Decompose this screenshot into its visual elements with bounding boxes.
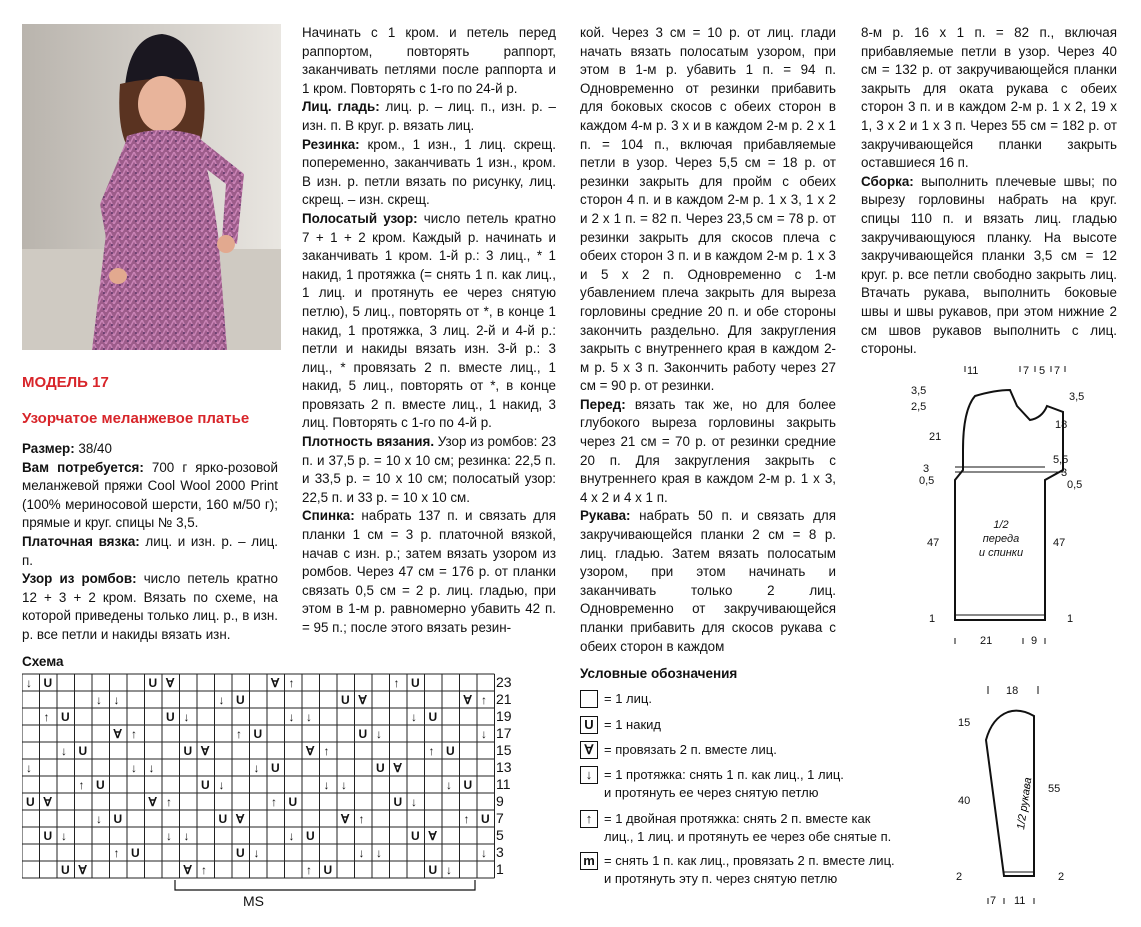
chart-stitch-symbol: U bbox=[78, 744, 88, 758]
p1-top-1: 7 bbox=[1023, 365, 1030, 377]
chart-stitch-symbol: U bbox=[288, 795, 298, 809]
chart-stitch-symbol: ↑ bbox=[43, 710, 50, 724]
chart-stitch-symbol: ↓ bbox=[288, 710, 295, 724]
chart-stitch-symbol: ∀ bbox=[306, 744, 315, 758]
chart-stitch-symbol: U bbox=[376, 761, 385, 775]
p1-right-0: 3,5 bbox=[1069, 391, 1085, 403]
column-2 bbox=[302, 24, 556, 638]
p2-left-1: 40 bbox=[958, 795, 971, 807]
chart-stitch-symbol: ↓ bbox=[323, 778, 330, 792]
model-number: МОДЕЛЬ 17 bbox=[22, 374, 109, 391]
chart-stitch-symbol: U bbox=[26, 795, 35, 809]
legend-text: = 1 лиц. bbox=[604, 691, 652, 706]
chart-row-number: 21 bbox=[496, 691, 512, 707]
chart-stitch-symbol: ↓ bbox=[481, 846, 487, 860]
p1-left-6: 1 bbox=[929, 613, 936, 625]
column-3 bbox=[580, 24, 836, 656]
front-label: Перед: bbox=[580, 396, 626, 412]
body-pattern-label-line: и спинки bbox=[978, 547, 1024, 559]
chart-stitch-symbol: U bbox=[131, 846, 140, 860]
chart-stitch-symbol: ∀ bbox=[463, 693, 472, 707]
rib-value: кром., 1 изн., 1 лиц. скрещ. попеременно, заканчивать 1 изн., кром. В изн. р. петли вязать по рисунку, лиц. скрещ. – изн. скрещ. bbox=[302, 136, 556, 208]
chart-stitch-symbol: ↓ bbox=[96, 812, 102, 826]
chart-stitch-symbol: ↓ bbox=[446, 778, 452, 792]
chart-row-number: 13 bbox=[496, 759, 512, 775]
p2-bottom-1: 11 bbox=[1014, 895, 1026, 907]
chart-stitch-symbol: U bbox=[236, 693, 245, 707]
p1-left-3: 3 bbox=[923, 463, 930, 475]
legend-symbol-icon: ↓ bbox=[580, 766, 598, 784]
chart-stitch-symbol: ∀ bbox=[201, 744, 210, 758]
materials-value: 700 г ярко-розовой меланжевой пряжи Cool Wool 2000 Print (100% мериносовой шерсти, 160 м/50 г); прямые и круг. спицы № 3,5. bbox=[22, 459, 278, 531]
chart-stitch-symbol: ↓ bbox=[218, 693, 225, 707]
p1-right-3: 3 bbox=[1061, 467, 1068, 479]
chart-stitch-symbol: ↑ bbox=[113, 846, 120, 860]
chart-row-number: 23 bbox=[496, 674, 512, 690]
column-1 bbox=[22, 440, 278, 645]
p1-top-2: 5 bbox=[1039, 365, 1046, 377]
chart-stitch-symbol: ∀ bbox=[236, 812, 245, 826]
chart-stitch-symbol: ∀ bbox=[183, 863, 192, 877]
chart-stitch-symbol: ↓ bbox=[61, 829, 67, 843]
body-pattern-label-line: 1/2 bbox=[993, 519, 1009, 531]
legend-item bbox=[580, 766, 844, 802]
sleeve-label: Рукава: bbox=[580, 508, 631, 524]
chart-stitch-symbol: ∀ bbox=[428, 829, 437, 843]
chart-stitch-symbol: U bbox=[306, 829, 315, 843]
chart-row-number: 7 bbox=[496, 810, 504, 826]
chart-stitch-symbol: ↑ bbox=[323, 744, 330, 758]
col2-intro: Начинать с 1 кром. и петель перед раппортом, повторять раппорт, заканчивать петлями после раппорта и 1 кром. Повторять с 1-го по 24-й р. bbox=[302, 25, 556, 96]
chart-stitch-symbol: ↓ bbox=[131, 761, 137, 775]
chart-stitch-symbol: ↑ bbox=[201, 863, 207, 877]
chart-stitch-symbol: ↓ bbox=[183, 829, 190, 843]
stockinette-value: лиц. р. – лиц. п., изн. р. – изн. п. В круг. р. вязать лиц. bbox=[302, 99, 556, 133]
chart-stitch-symbol: ↑ bbox=[358, 812, 365, 826]
stitch-chart bbox=[22, 672, 532, 912]
chart-stitch-symbol: U bbox=[393, 795, 403, 809]
chart-stitch-symbol: ↓ bbox=[166, 829, 172, 843]
chart-row-number: 19 bbox=[496, 708, 512, 724]
model-title: Узорчатое меланжевое платье bbox=[22, 410, 250, 427]
chart-stitch-symbol: U bbox=[218, 812, 228, 826]
chart-row-number: 1 bbox=[496, 861, 504, 877]
p1-top-0: 11 bbox=[967, 365, 979, 377]
stripe-value: число петель кратно 7 + 1 + 2 кром. Каждый р. начинать и заканчивать 1 кром. 1-й р.: 3 лиц., * 1 накид, 1 протяжка (= снять 1 п. как лиц., 1 лиц. и протянуть ее через снятую петлю), 5 лиц., повторять от *, в конце 1 накид, 1 протяжка, 3 лиц. 2-й и 4-й р.: петли и накиды вязать изн. 3-й р.: 3 лиц., * провязать 2 п. вместе лиц., 1 накид, 5 лиц., повторять от *, в конце провязать 2 п. вместе лиц., 1 накид, 3 лиц. Повторять с 1-го по 4-й р. bbox=[302, 210, 557, 431]
chart-stitch-symbol: ↓ bbox=[481, 727, 487, 741]
legend-text: = 1 двойная протяжка: снять 2 п. вместе как лиц., 1 лиц. и протянуть ее через обе снятые п. bbox=[604, 811, 892, 844]
chart-stitch-symbol: ↓ bbox=[446, 863, 452, 877]
legend-text: = провязать 2 п. вместе лиц. bbox=[604, 742, 777, 757]
diamond-value: число петель кратно 12 + 3 + 2 кром. Вязать по схеме, на которой приведены только лиц. р., в изн. р. все петли и накиды вязать изн. bbox=[22, 571, 278, 642]
chart-stitch-symbol: ↓ bbox=[113, 693, 120, 707]
chart-stitch-symbol: U bbox=[481, 812, 490, 826]
chart-row-number: 5 bbox=[496, 827, 504, 843]
chart-stitch-symbol: U bbox=[61, 863, 70, 877]
body-pattern-diagram bbox=[905, 360, 1105, 655]
size-label: Размер: bbox=[22, 441, 75, 456]
chart-stitch-symbol: U bbox=[236, 846, 245, 860]
front-value: вязать так же, но для более глубокого выреза горловины закрыть через 21 см = 70 р. от резинки средние 20 п. Для закругления закрыть с внутреннего края в каждом 2-м р. 1 х 3, 4 х 2 и 4 х 1 п. bbox=[580, 396, 836, 505]
sleeve-value: набрать 50 п. и связать для закручивающейся планки 2 см = 8 р. лиц. гладью. Затем вязать полосатым узором, при этом начинать и заканчивать только 2 лиц. Одновременно от закручивающейся планки прибавить для скосов рукава с обеих сторон в каждом bbox=[580, 508, 836, 654]
chart-stitch-symbol: ∀ bbox=[78, 863, 87, 877]
chart-stitch-symbol: U bbox=[323, 863, 333, 877]
chart-stitch-symbol: ↑ bbox=[288, 676, 295, 690]
chart-stitch-symbol: ↓ bbox=[96, 693, 102, 707]
chart-stitch-symbol: U bbox=[411, 676, 420, 690]
p1-left-2: 21 bbox=[929, 431, 942, 443]
col4-intro: 8-м р. 16 х 1 п. = 82 п., включая прибавляемые петли в узор. Через 40 см = 132 р. от закручивающейся планки закрыть для оката рукава с обеих сторон 3 п. и в каждом 2-м р. 1 х 2, 19 х 1, 3 х 2 и 1 х 3 п. Через 55 см = 182 р. от закручивающейся планки закрыть оставшиеся 16 п. bbox=[861, 25, 1117, 171]
legend-item bbox=[580, 852, 895, 888]
chart-stitch-symbol: ↓ bbox=[358, 846, 365, 860]
chart-stitch-symbol: U bbox=[148, 676, 158, 690]
stripe-label: Полосатый узор: bbox=[302, 210, 418, 226]
chart-stitch-symbol: ∀ bbox=[113, 727, 122, 741]
chart-stitch-symbol: U bbox=[61, 710, 70, 724]
legend-text: = снять 1 п. как лиц., провязать 2 п. вместе лиц. и протянуть эту п. через снятую петлю bbox=[604, 853, 895, 886]
assembly-value: выполнить плечевые швы; по вырезу горловины набрать на круг. спицы 110 п. и вязать лиц. гладью закручивающуюся планку. На высоте закручивающейся планки 3,5 см = 12 круг. р. все петли свободно закрыть лиц. Втачать рукава, выполнить боковые швы и швы рукавов, при этом нижние 2 см швов рукавов выполнить с лиц. стороны. bbox=[861, 173, 1117, 357]
p1-right-2: 5,5 bbox=[1053, 454, 1069, 466]
legend-item bbox=[580, 716, 661, 734]
chart-stitch-symbol: ↓ bbox=[26, 761, 32, 775]
back-value: набрать 137 п. и связать для планки 1 см = 3 р. платочной вязкой, начав с изн. р.; затем вязать узором из ромбов. Через 47 см = 176 р. от планки связать 0,5 см = 2 р. лиц. гладью, при этом в 1-м р. равномерно убавить 42 п. = 95 п.; после этого вязать резин- bbox=[302, 508, 556, 635]
gauge-label: Плотность вязания. bbox=[302, 434, 435, 450]
model-photo bbox=[22, 24, 281, 350]
legend-symbol-icon: m bbox=[580, 852, 598, 870]
p2-top: 18 bbox=[1006, 685, 1019, 697]
chart-stitch-symbol: ∀ bbox=[148, 795, 157, 809]
p1-left-0: 3,5 bbox=[911, 385, 927, 397]
legend-symbol-icon bbox=[580, 690, 598, 708]
chart-stitch-symbol: ∀ bbox=[271, 676, 280, 690]
chart-stitch-symbol: ↓ bbox=[148, 761, 155, 775]
p1-bottom-0: 21 bbox=[980, 635, 993, 647]
chart-stitch-symbol: U bbox=[201, 778, 210, 792]
chart-stitch-symbol: U bbox=[43, 676, 53, 690]
size-value: 38/40 bbox=[78, 441, 112, 456]
chart-stitch-symbol: ↓ bbox=[376, 727, 382, 741]
legend-item bbox=[580, 690, 652, 708]
chart-row-number: 11 bbox=[496, 776, 511, 792]
chart-stitch-symbol: ∀ bbox=[358, 693, 367, 707]
chart-stitch-symbol: U bbox=[428, 710, 438, 724]
chart-stitch-symbol: ↓ bbox=[341, 778, 347, 792]
chart-stitch-symbol: ↑ bbox=[306, 863, 312, 877]
col3-intro: кой. Через 3 см = 10 р. от лиц. глади начать вязать полосатым узором, при этом в 1-м р. убавить 1 п. = 94 п. Одновременно от резинки прибавить для боковых скосов с обеих сторон в каждом 4-м р. 3 х и в каждом 2-м р. 2 х 1 п. = 104 п., включая прибавляемые петли в узор. Через 5,5 см = 18 р. от резинки закрыть для пройм с обеих сторон 4 п. и в каждом 2-м р. 1 х 3, 1 х 2 и 2 х 1 п. = 82 п. Через 23,5 см = 78 р. от резинки закрыть для скосов плеча с обеих сторон 3 п. и в каждом 2-м р. 1 х 3 и 5 х 2 п. Одновременно с 1-м убавлением плеча закрыть для выреза горловины средние 20 п. и обе стороны закончить раздельно. Для закругления закрыть с внутреннего края в каждом 2-м р. 5 х 3 п. Закончить работу через 27 см = 90 р. от резинки. bbox=[580, 25, 836, 394]
schema-title: Схема bbox=[22, 654, 64, 669]
chart-stitch-symbol: ∀ bbox=[166, 676, 175, 690]
gauge-value: Узор из ромбов: 23 п. и 37,5 р. = 10 х 10 см; резинка: 22,5 п. и 33,5 р. = 10 х 10 см; полосатый узор: 22,5 п. и 33 р. = 10 х 10 см. bbox=[302, 434, 557, 505]
rib-label: Резинка: bbox=[302, 136, 360, 152]
legend-item bbox=[580, 810, 891, 846]
chart-stitch-symbol: ↓ bbox=[306, 710, 312, 724]
chart-stitch-symbol: U bbox=[183, 744, 193, 758]
chart-stitch-symbol: ↑ bbox=[131, 727, 137, 741]
assembly-label: Сборка: bbox=[861, 173, 914, 189]
chart-row-number: 9 bbox=[496, 793, 504, 809]
chart-stitch-symbol: ∀ bbox=[393, 761, 402, 775]
chart-stitch-symbol: ↑ bbox=[428, 744, 435, 758]
sleeve-pattern-diagram bbox=[950, 680, 1100, 910]
chart-stitch-symbol: ↑ bbox=[166, 795, 172, 809]
chart-stitch-symbol: ↑ bbox=[236, 727, 242, 741]
chart-stitch-symbol: ↓ bbox=[253, 846, 260, 860]
chart-stitch-symbol: ↑ bbox=[78, 778, 85, 792]
p2-bottom-0: 7 bbox=[990, 895, 997, 907]
chart-row-number: 3 bbox=[496, 844, 504, 860]
body-pattern-label-line: переда bbox=[982, 533, 1020, 545]
legend-item bbox=[580, 741, 777, 759]
chart-stitch-symbol: U bbox=[96, 778, 105, 792]
chart-stitch-symbol: U bbox=[341, 693, 350, 707]
chart-stitch-symbol: ↑ bbox=[271, 795, 277, 809]
p1-right-1: 18 bbox=[1055, 419, 1068, 431]
legend-text: = 1 протяжка: снять 1 п. как лиц., 1 лиц. и протянуть ее через снятую петлю bbox=[604, 767, 844, 800]
materials-label: Вам потребуется: bbox=[22, 459, 144, 475]
ms-label: MS bbox=[243, 893, 264, 909]
sleeve-pattern-label: 1/2 рукава bbox=[1015, 776, 1035, 831]
p2-left-0: 15 bbox=[958, 717, 971, 729]
diamond-label: Узор из ромбов: bbox=[22, 571, 137, 587]
chart-stitch-symbol: ↓ bbox=[288, 829, 295, 843]
p1-left-1: 2,5 bbox=[911, 401, 927, 413]
chart-stitch-symbol: ↓ bbox=[376, 846, 382, 860]
chart-stitch-symbol: U bbox=[271, 761, 280, 775]
chart-stitch-symbol: U bbox=[253, 727, 263, 741]
chart-stitch-symbol: ↓ bbox=[183, 710, 190, 724]
chart-stitch-symbol: ↓ bbox=[218, 778, 225, 792]
p1-left-5: 47 bbox=[927, 537, 940, 549]
p1-bottom-1: 9 bbox=[1031, 635, 1038, 647]
chart-stitch-symbol: ↓ bbox=[411, 710, 417, 724]
column-4 bbox=[861, 24, 1117, 359]
p1-right-6: 1 bbox=[1067, 613, 1074, 625]
chart-stitch-symbol: ↑ bbox=[463, 812, 470, 826]
garter-label: Платочная вязка: bbox=[22, 533, 140, 549]
p2-right-1: 2 bbox=[1058, 871, 1065, 883]
chart-stitch-symbol: ↑ bbox=[393, 676, 400, 690]
legend-symbol-icon: U bbox=[580, 716, 598, 734]
chart-stitch-symbol: U bbox=[463, 778, 473, 792]
chart-stitch-symbol: U bbox=[411, 829, 420, 843]
chart-row-number: 15 bbox=[496, 742, 512, 758]
chart-stitch-symbol: U bbox=[113, 812, 123, 826]
back-label: Спинка: bbox=[302, 508, 355, 524]
body-pattern-label bbox=[979, 519, 1023, 559]
p2-left-2: 2 bbox=[956, 871, 963, 883]
stockinette-label: Лиц. гладь: bbox=[302, 99, 380, 115]
p1-right-5: 47 bbox=[1053, 537, 1066, 549]
chart-stitch-symbol: U bbox=[428, 863, 438, 877]
chart-stitch-symbol: ↑ bbox=[481, 693, 487, 707]
chart-stitch-symbol: ↓ bbox=[411, 795, 417, 809]
chart-stitch-symbol: ↓ bbox=[26, 676, 32, 690]
p2-right-0: 55 bbox=[1048, 783, 1061, 795]
p1-right-4: 0,5 bbox=[1067, 479, 1083, 491]
legend-symbol-icon: ↑ bbox=[580, 810, 598, 828]
chart-row-number: 17 bbox=[496, 725, 512, 741]
chart-stitch-symbol: ↓ bbox=[61, 744, 67, 758]
chart-stitch-symbol: U bbox=[43, 829, 53, 843]
chart-stitch-symbol: ∀ bbox=[341, 812, 350, 826]
p1-top-3: 7 bbox=[1054, 365, 1061, 377]
p1-left-4: 0,5 bbox=[919, 475, 935, 487]
garter-value: лиц. и изн. р. – лиц. п. bbox=[22, 533, 278, 568]
chart-stitch-symbol: U bbox=[358, 727, 368, 741]
legend-title: Условные обозначения bbox=[580, 666, 738, 681]
legend-symbol-icon: ∀ bbox=[580, 741, 598, 759]
chart-stitch-symbol: ∀ bbox=[43, 795, 52, 809]
chart-stitch-symbol: ↓ bbox=[253, 761, 260, 775]
chart-stitch-symbol: U bbox=[446, 744, 455, 758]
legend-text: = 1 накид bbox=[604, 717, 661, 732]
chart-stitch-symbol: U bbox=[166, 710, 175, 724]
